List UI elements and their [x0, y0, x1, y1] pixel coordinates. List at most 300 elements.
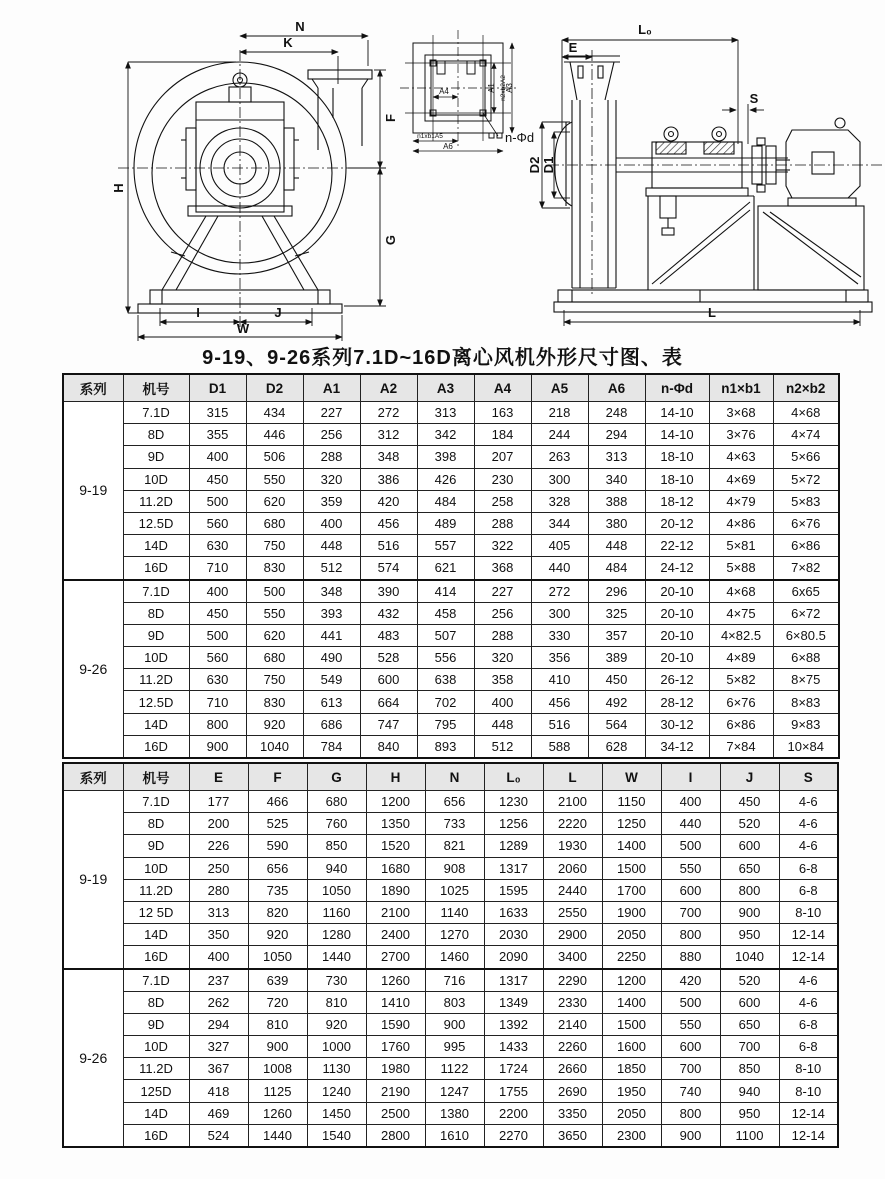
value-cell: 446	[246, 424, 303, 446]
value-cell: 300	[531, 468, 588, 490]
value-cell: 1000	[307, 1036, 366, 1058]
value-cell: 2550	[543, 901, 602, 923]
value-cell: 850	[720, 1058, 779, 1080]
value-cell: 574	[360, 557, 417, 580]
table-row	[63, 535, 839, 557]
value-cell: 803	[425, 991, 484, 1013]
table-row	[63, 857, 838, 879]
value-cell: 294	[588, 424, 645, 446]
value-cell: 4×82.5	[709, 624, 773, 646]
dim-label-i: I	[196, 305, 200, 320]
value-cell: 230	[474, 468, 531, 490]
value-cell: 1270	[425, 924, 484, 946]
value-cell: 656	[248, 857, 307, 879]
value-cell: 2100	[366, 901, 425, 923]
model-cell: 8D	[123, 813, 189, 835]
value-cell: 2400	[366, 924, 425, 946]
value-cell: 1008	[248, 1058, 307, 1080]
value-cell: 313	[417, 402, 474, 424]
value-cell: 700	[661, 1058, 720, 1080]
value-cell: 810	[307, 991, 366, 1013]
table-row	[63, 446, 839, 468]
value-cell: 4×63	[709, 446, 773, 468]
value-cell: 4-6	[779, 791, 838, 813]
value-cell: 358	[474, 669, 531, 691]
value-cell: 177	[189, 791, 248, 813]
value-cell: 328	[531, 490, 588, 512]
model-cell: 11.2D	[123, 879, 189, 901]
value-cell: 550	[246, 468, 303, 490]
value-cell: 733	[425, 813, 484, 835]
dim-label-h: H	[111, 183, 126, 193]
column-header: A2	[360, 374, 417, 402]
value-cell: 441	[303, 624, 360, 646]
column-header: 系列	[63, 763, 123, 791]
dim-label-d2: D2	[527, 156, 542, 174]
value-cell: 1755	[484, 1080, 543, 1102]
value-cell: 24-12	[645, 557, 709, 580]
model-cell: 14D	[123, 535, 189, 557]
dim-label-l0: L₀	[638, 22, 652, 37]
value-cell: 630	[189, 535, 246, 557]
model-cell: 9D	[123, 446, 189, 468]
value-cell: 1595	[484, 879, 543, 901]
value-cell: 525	[248, 813, 307, 835]
value-cell: 6-8	[779, 879, 838, 901]
column-header: 机号	[123, 374, 189, 402]
value-cell: 2220	[543, 813, 602, 835]
value-cell: 747	[360, 713, 417, 735]
value-cell: 686	[303, 713, 360, 735]
value-cell: 1125	[248, 1080, 307, 1102]
value-cell: 2050	[602, 924, 661, 946]
value-cell: 900	[661, 1124, 720, 1147]
header-row	[63, 374, 839, 402]
value-cell: 237	[189, 969, 248, 992]
value-cell: 1440	[248, 1124, 307, 1147]
value-cell: 6×86	[709, 713, 773, 735]
value-cell: 516	[360, 535, 417, 557]
value-cell: 700	[661, 901, 720, 923]
value-cell: 469	[189, 1102, 248, 1124]
table-row	[63, 402, 839, 424]
value-cell: 900	[720, 901, 779, 923]
table-row	[63, 1013, 838, 1035]
value-cell: 227	[474, 580, 531, 603]
value-cell: 313	[189, 901, 248, 923]
table-row	[63, 901, 838, 923]
value-cell: 450	[189, 468, 246, 490]
value-cell: 1289	[484, 835, 543, 857]
model-cell: 10D	[123, 857, 189, 879]
value-cell: 1230	[484, 791, 543, 813]
value-cell: 14-10	[645, 402, 709, 424]
value-cell: 908	[425, 857, 484, 879]
dim-label-d1: D1	[541, 156, 556, 174]
model-cell: 16D	[123, 735, 189, 758]
value-cell: 840	[360, 735, 417, 758]
table-row	[63, 713, 839, 735]
value-cell: 28-12	[645, 691, 709, 713]
value-cell: 4×68	[773, 402, 839, 424]
column-header: S	[779, 763, 838, 791]
value-cell: 456	[360, 512, 417, 534]
value-cell: 2690	[543, 1080, 602, 1102]
value-cell: 400	[189, 580, 246, 603]
value-cell: 288	[474, 624, 531, 646]
value-cell: 34-12	[645, 735, 709, 758]
value-cell: 940	[307, 857, 366, 879]
value-cell: 524	[189, 1124, 248, 1147]
table-row	[63, 1036, 838, 1058]
value-cell: 1130	[307, 1058, 366, 1080]
value-cell: 2030	[484, 924, 543, 946]
front-view-drawing	[111, 19, 398, 341]
value-cell: 1260	[366, 969, 425, 992]
value-cell: 3400	[543, 946, 602, 969]
column-header: A5	[531, 374, 588, 402]
column-header: A3	[417, 374, 474, 402]
value-cell: 3×76	[709, 424, 773, 446]
value-cell: 2500	[366, 1102, 425, 1124]
value-cell: 564	[588, 713, 645, 735]
value-cell: 1400	[602, 835, 661, 857]
value-cell: 313	[588, 446, 645, 468]
model-cell: 7.1D	[123, 402, 189, 424]
value-cell: 820	[248, 901, 307, 923]
table-row	[63, 1124, 838, 1147]
value-cell: 448	[588, 535, 645, 557]
value-cell: 2250	[602, 946, 661, 969]
value-cell: 800	[661, 924, 720, 946]
value-cell: 600	[360, 669, 417, 691]
value-cell: 6×72	[773, 602, 839, 624]
value-cell: 426	[417, 468, 474, 490]
value-cell: 2260	[543, 1036, 602, 1058]
value-cell: 560	[189, 647, 246, 669]
column-header: F	[248, 763, 307, 791]
value-cell: 920	[248, 924, 307, 946]
value-cell: 355	[189, 424, 246, 446]
value-cell: 750	[246, 535, 303, 557]
value-cell: 2300	[602, 1124, 661, 1147]
value-cell: 940	[720, 1080, 779, 1102]
value-cell: 20-10	[645, 647, 709, 669]
value-cell: 950	[720, 1102, 779, 1124]
column-header: H	[366, 763, 425, 791]
value-cell: 26-12	[645, 669, 709, 691]
column-header: 系列	[63, 374, 123, 402]
value-cell: 6-8	[779, 1013, 838, 1035]
column-header: G	[307, 763, 366, 791]
dim-label-a4: A4	[439, 87, 449, 96]
value-cell: 1240	[307, 1080, 366, 1102]
value-cell: 549	[303, 669, 360, 691]
column-header: D2	[246, 374, 303, 402]
table-row	[63, 1058, 838, 1080]
value-cell: 1140	[425, 901, 484, 923]
value-cell: 1590	[366, 1013, 425, 1035]
value-cell: 628	[588, 735, 645, 758]
value-cell: 1900	[602, 901, 661, 923]
series-label: 9-26	[63, 969, 123, 1148]
value-cell: 590	[248, 835, 307, 857]
value-cell: 20-12	[645, 512, 709, 534]
value-cell: 8-10	[779, 1080, 838, 1102]
value-cell: 900	[425, 1013, 484, 1035]
value-cell: 740	[661, 1080, 720, 1102]
value-cell: 296	[588, 580, 645, 603]
value-cell: 1122	[425, 1058, 484, 1080]
value-cell: 226	[189, 835, 248, 857]
value-cell: 1540	[307, 1124, 366, 1147]
value-cell: 4×75	[709, 602, 773, 624]
value-cell: 440	[531, 557, 588, 580]
value-cell: 6×88	[773, 647, 839, 669]
page-title: 9-19、9-26系列7.1D~16D离心风机外形尺寸图、表	[202, 347, 683, 369]
value-cell: 680	[246, 512, 303, 534]
value-cell: 484	[588, 557, 645, 580]
value-cell: 2330	[543, 991, 602, 1013]
value-cell: 507	[417, 624, 474, 646]
value-cell: 7×82	[773, 557, 839, 580]
value-cell: 950	[720, 924, 779, 946]
model-cell: 14D	[123, 924, 189, 946]
value-cell: 2190	[366, 1080, 425, 1102]
model-cell: 8D	[123, 602, 189, 624]
value-cell: 342	[417, 424, 474, 446]
value-cell: 8×83	[773, 691, 839, 713]
value-cell: 1050	[248, 946, 307, 969]
value-cell: 1317	[484, 969, 543, 992]
value-cell: 3350	[543, 1102, 602, 1124]
model-cell: 125D	[123, 1080, 189, 1102]
table-row	[63, 813, 838, 835]
value-cell: 368	[474, 557, 531, 580]
column-header: D1	[189, 374, 246, 402]
value-cell: 320	[474, 647, 531, 669]
value-cell: 6×86	[773, 535, 839, 557]
value-cell: 6-8	[779, 857, 838, 879]
value-cell: 630	[189, 669, 246, 691]
column-header: A4	[474, 374, 531, 402]
model-cell: 7.1D	[123, 580, 189, 603]
model-cell: 8D	[123, 424, 189, 446]
value-cell: 490	[303, 647, 360, 669]
value-cell: 620	[246, 624, 303, 646]
table-row	[63, 791, 838, 813]
value-cell: 500	[189, 624, 246, 646]
value-cell: 1980	[366, 1058, 425, 1080]
value-cell: 1450	[307, 1102, 366, 1124]
value-cell: 218	[531, 402, 588, 424]
technical-drawings	[0, 0, 885, 345]
value-cell: 5×72	[773, 468, 839, 490]
value-cell: 327	[189, 1036, 248, 1058]
value-cell: 1680	[366, 857, 425, 879]
value-cell: 850	[307, 835, 366, 857]
value-cell: 1760	[366, 1036, 425, 1058]
value-cell: 357	[588, 624, 645, 646]
value-cell: 2440	[543, 879, 602, 901]
value-cell: 1160	[307, 901, 366, 923]
value-cell: 680	[246, 647, 303, 669]
value-cell: 12-14	[779, 1124, 838, 1147]
value-cell: 520	[720, 813, 779, 835]
value-cell: 2800	[366, 1124, 425, 1147]
value-cell: 664	[360, 691, 417, 713]
value-cell: 710	[189, 557, 246, 580]
column-header: n2×b2	[773, 374, 839, 402]
table-row	[63, 624, 839, 646]
value-cell: 621	[417, 557, 474, 580]
value-cell: 4×74	[773, 424, 839, 446]
value-cell: 30-12	[645, 713, 709, 735]
value-cell: 359	[303, 490, 360, 512]
dim-label-k: K	[283, 35, 293, 50]
value-cell: 600	[720, 991, 779, 1013]
table-row	[63, 1102, 838, 1124]
value-cell: 639	[248, 969, 307, 992]
value-cell: 1200	[602, 969, 661, 992]
value-cell: 1633	[484, 901, 543, 923]
value-cell: 322	[474, 535, 531, 557]
value-cell: 344	[531, 512, 588, 534]
dim-label-g: G	[383, 234, 398, 246]
table-row	[63, 879, 838, 901]
value-cell: 400	[189, 946, 248, 969]
value-cell: 288	[474, 512, 531, 534]
value-cell: 500	[661, 991, 720, 1013]
dim-label-n: N	[295, 19, 305, 34]
value-cell: 556	[417, 647, 474, 669]
value-cell: 4×86	[709, 512, 773, 534]
value-cell: 350	[189, 924, 248, 946]
value-cell: 4×79	[709, 490, 773, 512]
value-cell: 312	[360, 424, 417, 446]
value-cell: 1100	[720, 1124, 779, 1147]
value-cell: 600	[720, 835, 779, 857]
value-cell: 262	[189, 991, 248, 1013]
column-header: I	[661, 763, 720, 791]
value-cell: 920	[246, 713, 303, 735]
value-cell: 1349	[484, 991, 543, 1013]
value-cell: 10×84	[773, 735, 839, 758]
value-cell: 2270	[484, 1124, 543, 1147]
value-cell: 400	[474, 691, 531, 713]
value-cell: 4-6	[779, 991, 838, 1013]
value-cell: 650	[720, 1013, 779, 1035]
value-cell: 550	[661, 1013, 720, 1035]
value-cell: 227	[303, 402, 360, 424]
value-cell: 1380	[425, 1102, 484, 1124]
dim-label-j: J	[274, 305, 282, 320]
table-row	[63, 602, 839, 624]
value-cell: 1250	[602, 813, 661, 835]
table-row	[63, 424, 839, 446]
value-cell: 414	[417, 580, 474, 603]
value-cell: 900	[248, 1036, 307, 1058]
column-header: W	[602, 763, 661, 791]
value-cell: 432	[360, 602, 417, 624]
value-cell: 702	[417, 691, 474, 713]
value-cell: 516	[531, 713, 588, 735]
table-row	[63, 946, 838, 969]
value-cell: 2700	[366, 946, 425, 969]
value-cell: 420	[661, 969, 720, 992]
value-cell: 207	[474, 446, 531, 468]
value-cell: 1392	[484, 1013, 543, 1035]
column-header: A6	[588, 374, 645, 402]
value-cell: 821	[425, 835, 484, 857]
value-cell: 512	[474, 735, 531, 758]
table-row	[63, 835, 838, 857]
value-cell: 1890	[366, 879, 425, 901]
value-cell: 8-10	[779, 1058, 838, 1080]
value-cell: 5×83	[773, 490, 839, 512]
value-cell: 398	[417, 446, 474, 468]
value-cell: 735	[248, 879, 307, 901]
model-cell: 9D	[123, 624, 189, 646]
value-cell: 448	[303, 535, 360, 557]
value-cell: 4×69	[709, 468, 773, 490]
value-cell: 650	[720, 857, 779, 879]
value-cell: 2060	[543, 857, 602, 879]
value-cell: 720	[248, 991, 307, 1013]
value-cell: 5×81	[709, 535, 773, 557]
value-cell: 795	[417, 713, 474, 735]
table-row	[63, 924, 838, 946]
model-cell: 10D	[123, 468, 189, 490]
value-cell: 258	[474, 490, 531, 512]
value-cell: 656	[425, 791, 484, 813]
value-cell: 184	[474, 424, 531, 446]
value-cell: 8-10	[779, 901, 838, 923]
value-cell: 450	[189, 602, 246, 624]
value-cell: 489	[417, 512, 474, 534]
value-cell: 6x65	[773, 580, 839, 603]
value-cell: 8×75	[773, 669, 839, 691]
dim-label-w: W	[236, 321, 250, 336]
value-cell: 5×82	[709, 669, 773, 691]
value-cell: 456	[531, 691, 588, 713]
value-cell: 388	[588, 490, 645, 512]
dim-label-n2b2: n2xb2A2	[500, 75, 507, 101]
column-header: L	[543, 763, 602, 791]
table-row	[63, 735, 839, 758]
value-cell: 500	[189, 490, 246, 512]
value-cell: 520	[720, 969, 779, 992]
column-header: n1×b1	[709, 374, 773, 402]
value-cell: 3×68	[709, 402, 773, 424]
value-cell: 500	[661, 835, 720, 857]
value-cell: 4-6	[779, 835, 838, 857]
value-cell: 248	[588, 402, 645, 424]
value-cell: 1610	[425, 1124, 484, 1147]
model-cell: 12.5D	[123, 512, 189, 534]
value-cell: 3650	[543, 1124, 602, 1147]
value-cell: 450	[588, 669, 645, 691]
value-cell: 330	[531, 624, 588, 646]
value-cell: 2660	[543, 1058, 602, 1080]
column-header: 机号	[123, 763, 189, 791]
value-cell: 200	[189, 813, 248, 835]
value-cell: 4×89	[709, 647, 773, 669]
value-cell: 1150	[602, 791, 661, 813]
value-cell: 7×84	[709, 735, 773, 758]
model-cell: 14D	[123, 713, 189, 735]
value-cell: 1247	[425, 1080, 484, 1102]
